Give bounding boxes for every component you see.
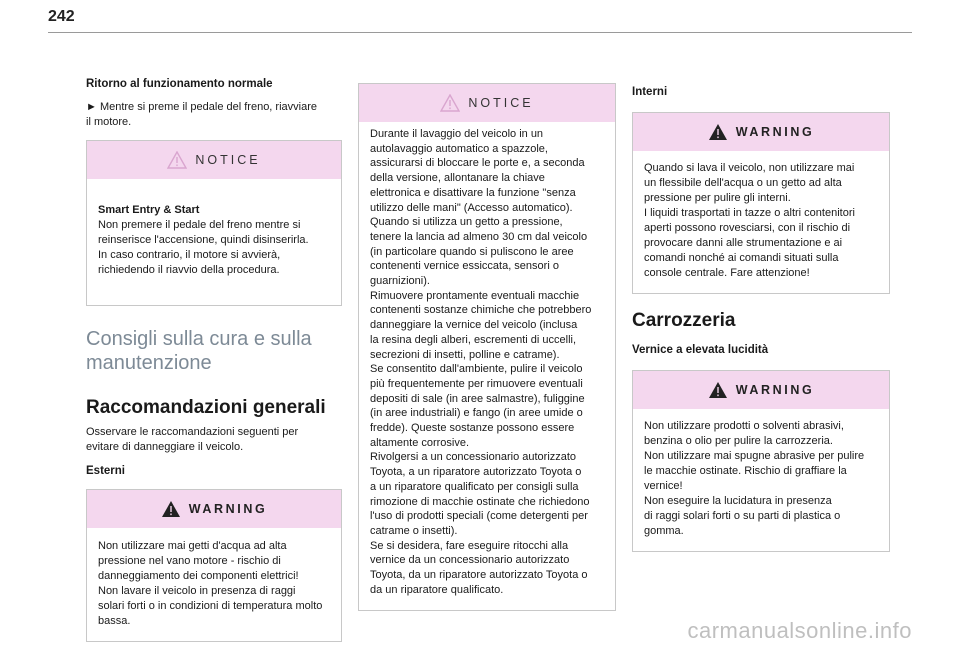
notice-label: NOTICE — [195, 153, 261, 167]
notice-label: NOTICE — [468, 96, 534, 110]
warning-label: WARNING — [188, 502, 268, 516]
watermark: carmanualsonline.info — [687, 618, 912, 643]
page-number: 242 — [48, 8, 75, 25]
section-title-care: Consigli sulla cura e sulla manutenzione — [86, 328, 312, 374]
warning-triangle-filled-icon — [708, 123, 728, 141]
warning-box-exterior — [86, 489, 342, 642]
warning-header — [633, 113, 889, 151]
paragraph-restart: ► Mentre si preme il pedale del freno, riavviare il motore. — [86, 101, 317, 128]
section-title-body: Carrozzeria — [632, 310, 736, 331]
notice-text: Durante il lavaggio del veicolo in un autolavaggio automatico a spazzole, assicurarsi di bloccare le porte e, a seconda della versione, allontanare la chiave elettronica e disattivare la funzione "senza utilizzo delle mani" (Accesso automatico). Quando si utilizza un getto a pressione, tenere la lancia ad almeno 30 cm dal veicolo (in particolare quando si puliscono le aree contenenti vernice essiccata, sensori o guarnizioni). Rimuovere prontamente eventuali macchie contenenti sostanze chimiche che potrebbero danneggiare la vernice del veicolo (inclusa la resina degli alberi, escrementi di uccelli, secrezioni di insetti, polline e catrame). Se consentito dall'ambiente, pulire il veicolo più frequentemente per rimuovere eventuali depositi di sale (in aree salmastre), fuliggine (in aree industriali) e fango (in aree umide o fredde). Queste sostanze possono essere altamente corrosive. Rivolgersi a un concessionario autorizzato Toyota, a un riparatore autorizzato Toyota o a un riparatore qualificato per consigli sulla rimozione di macchie ostinate che richiedono l'uso di prodotti speciali (come detergenti per catrame o insetti). Se si desidera, fare eseguire ritocchi alla vernice da un concessionario autorizzato Toyota, da un riparatore autorizzato Toyota o da un riparatore qualificato. — [370, 128, 592, 596]
warning-label: WARNING — [735, 383, 815, 397]
warning-body: Quando si lava il veicolo, non utilizzare mai un flessibile dell'acqua o un getto ad alta pressione per pulire gli interni. I liquidi trasportati in tazze o altri contenitori aperti possono rovesciarsi, con il rischio di provocare danni alle strumentazione e ai comandi nonché ai comandi situati sulla console centrale. Fare attenzione! — [644, 162, 855, 279]
column-1 — [86, 78, 342, 642]
warning-body: Non utilizzare mai getti d'acqua ad alta pressione nel vano motore - rischio di danneggiamento dei componenti elettrici! Non lavare il veicolo in presenza di raggi solari forti o in condizioni di temperatura molto bassa. — [98, 540, 323, 627]
warning-box-paint — [632, 370, 890, 552]
intro-paragraph: Osservare le raccomandazioni seguenti per evitare di danneggiare il veicolo. — [86, 426, 299, 453]
warning-header — [633, 371, 889, 409]
column-2 — [358, 83, 616, 611]
notice-text: Non premere il pedale del freno mentre si reinserisce l'accensione, quindi disinserirla. In caso contrario, il motore si avvierà, richiedendo il riavvio della procedura. — [98, 219, 309, 276]
heading-normal-operation: Ritorno al funzionamento normale — [86, 78, 273, 90]
notice-header — [87, 141, 341, 179]
warning-label: WARNING — [735, 125, 815, 139]
warning-header — [87, 490, 341, 528]
warning-triangle-outline-icon — [440, 94, 460, 112]
notice-header — [359, 84, 615, 122]
heading-interior: Interni — [632, 86, 668, 98]
warning-triangle-filled-icon — [161, 500, 181, 518]
column-3 — [632, 86, 890, 552]
warning-triangle-filled-icon — [708, 381, 728, 399]
notice-box-smart-entry — [86, 140, 342, 306]
subtitle-general-recommendations: Raccomandazioni generali — [86, 397, 326, 418]
warning-triangle-outline-icon — [167, 151, 187, 169]
notice-box-washing — [358, 83, 616, 611]
notice-body — [87, 179, 341, 305]
warning-box-interior — [632, 112, 890, 294]
header-divider — [48, 32, 912, 33]
warning-body: Non utilizzare prodotti o solventi abrasivi, benzina o olio per pulire la carrozzeria. Non utilizzare mai spugne abrasive per pulire le macchie ostinate. Rischio di graffiare la vernice! Non eseguire la lucidatura in presenza di raggi solari forti o su parti di plastica o gomma. — [644, 420, 865, 537]
heading-exterior: Esterni — [86, 465, 125, 477]
notice-title: Smart Entry & Start — [98, 204, 200, 216]
heading-high-gloss-paint: Vernice a elevata lucidità — [632, 344, 769, 356]
